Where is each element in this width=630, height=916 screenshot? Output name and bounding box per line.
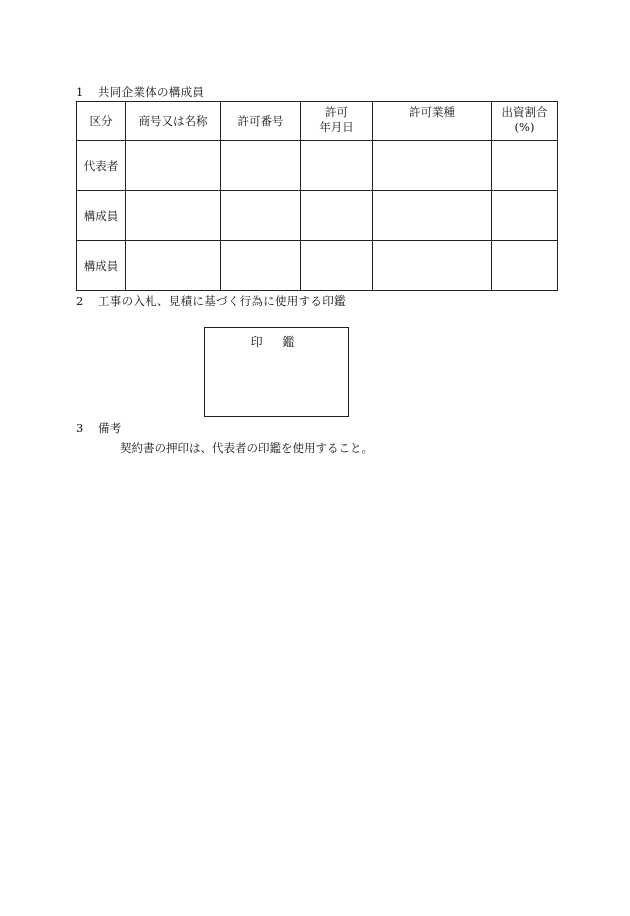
members-table <box>76 101 558 291</box>
section2-title: 工事の入札、見積に基づく行為に使用する印鑑 <box>98 294 346 308</box>
row-label: 構成員 <box>77 191 126 241</box>
seal-box[interactable] <box>204 327 349 417</box>
section1-title: 共同企業体の構成員 <box>98 85 205 99</box>
investment-ratio-cell[interactable] <box>492 241 558 291</box>
table-row <box>77 141 558 191</box>
permit-date-cell[interactable] <box>301 241 373 291</box>
header-permit-date: 許可 年月日 <box>301 102 373 141</box>
company-name-cell[interactable] <box>126 141 221 191</box>
section3-number: 3 <box>76 421 84 435</box>
section3-heading <box>76 420 122 436</box>
section2-number: 2 <box>76 294 84 308</box>
investment-ratio-cell[interactable] <box>492 191 558 241</box>
permit-number-cell[interactable] <box>221 141 301 191</box>
header-permit-number: 許可番号 <box>221 102 301 141</box>
investment-ratio-cell[interactable] <box>492 141 558 191</box>
seal-label: 印 鑑 <box>250 335 303 349</box>
row-label: 代表者 <box>77 141 126 191</box>
section2-heading <box>76 293 346 309</box>
permit-type-cell[interactable] <box>373 191 492 241</box>
company-name-cell[interactable] <box>126 241 221 291</box>
permit-number-cell[interactable] <box>221 191 301 241</box>
table-header-row <box>77 102 558 141</box>
permit-date-cell[interactable] <box>301 191 373 241</box>
table-row <box>77 191 558 241</box>
table-row <box>77 241 558 291</box>
section3-title: 備考 <box>98 421 122 435</box>
permit-number-cell[interactable] <box>221 241 301 291</box>
header-permit-type: 許可業種 <box>373 102 492 141</box>
section1-heading <box>76 84 204 100</box>
permit-type-cell[interactable] <box>373 241 492 291</box>
permit-date-cell[interactable] <box>301 141 373 191</box>
remark-text: 契約書の押印は、代表者の印鑑を使用すること。 <box>120 441 373 455</box>
header-investment-ratio: 出資割合 (%) <box>492 102 558 141</box>
company-name-cell[interactable] <box>126 191 221 241</box>
header-category: 区分 <box>77 102 126 141</box>
row-label: 構成員 <box>77 241 126 291</box>
header-company-name: 商号又は名称 <box>126 102 221 141</box>
permit-type-cell[interactable] <box>373 141 492 191</box>
section1-number: 1 <box>76 85 84 99</box>
